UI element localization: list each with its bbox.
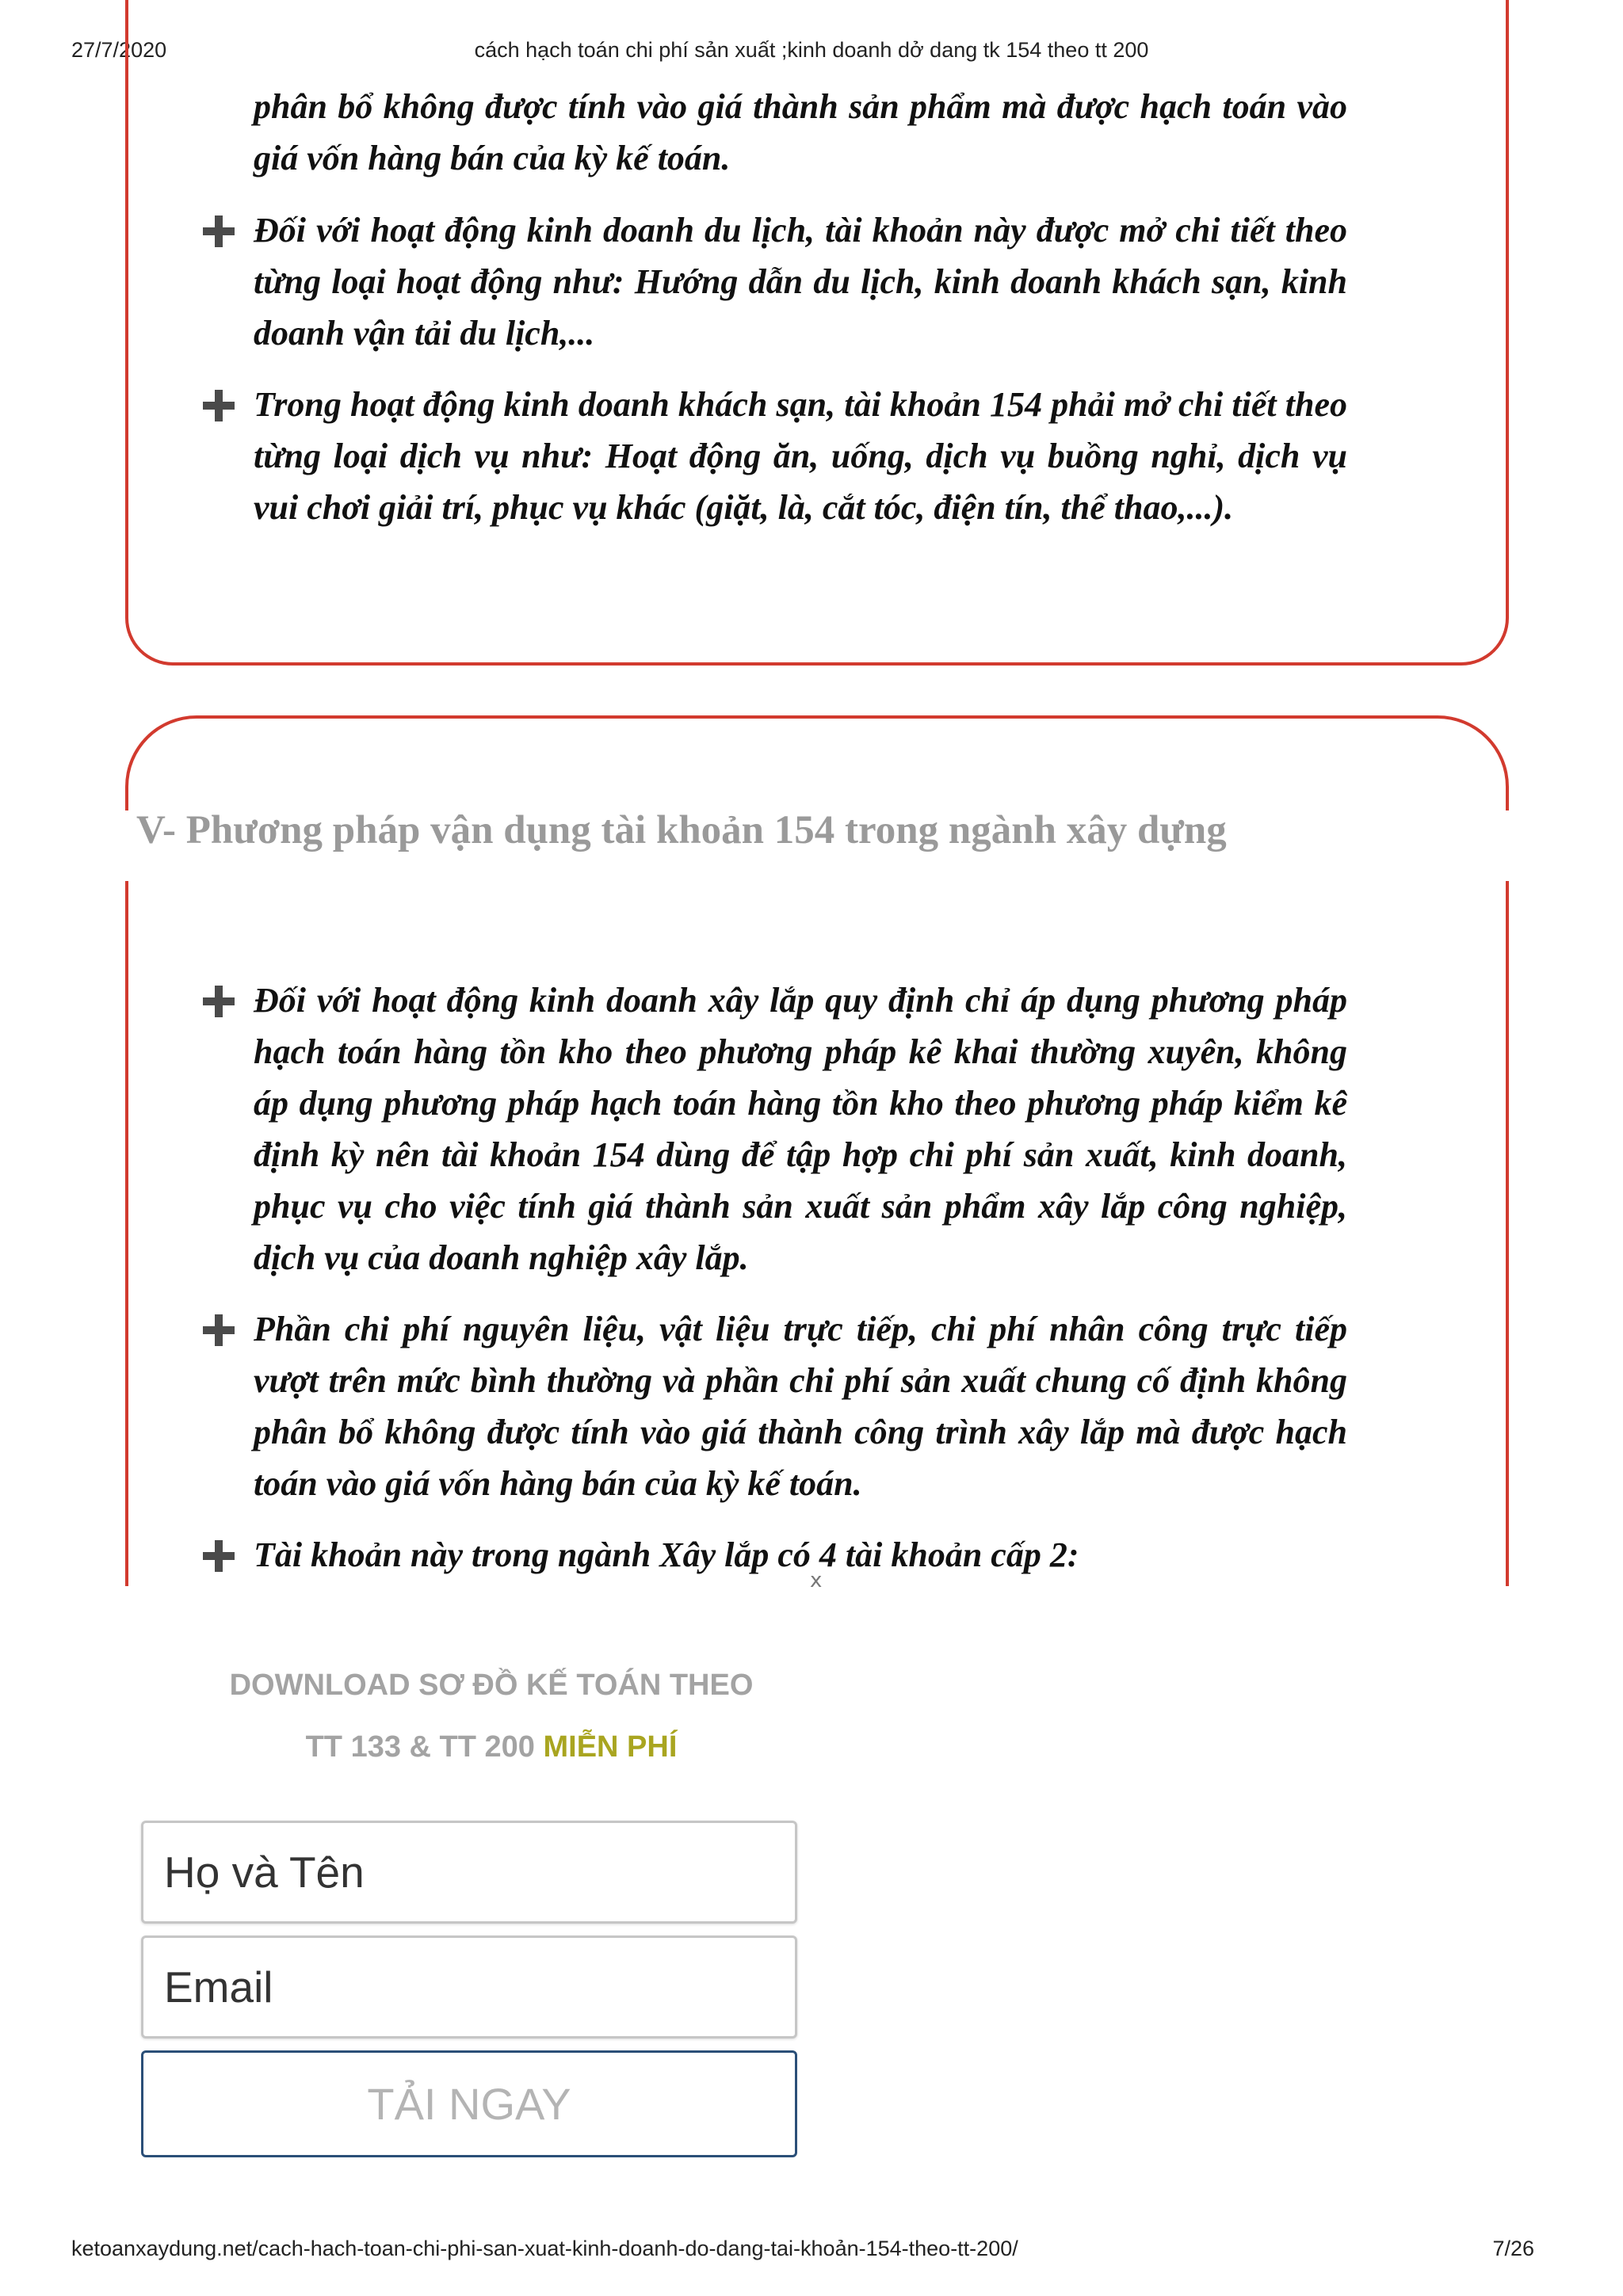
popup-title-line2-text: TT 133 & TT 200 — [305, 1730, 544, 1764]
name-input[interactable] — [141, 1821, 797, 1924]
list-item — [198, 204, 1347, 359]
list-item-text: Trong hoạt động kinh doanh khách sạn, tài khoản 154 phải mở chi tiết theo từng loại dịch vụ như: Hoạt động ăn, uống, dịch vụ buồng nghỉ, dịch vụ vui chơi giải trí, phục vụ khác (giặt, là, cắt tóc, điện tín, thể thao,...). — [254, 385, 1347, 527]
popup-title-line2 — [143, 1716, 840, 1778]
download-now-button[interactable]: TẢI NGAY — [141, 2050, 797, 2157]
plus-icon — [203, 1540, 235, 1572]
plus-icon — [203, 215, 235, 247]
list-item-text: Đối với hoạt động kinh doanh xây lắp quy định chỉ áp dụng phương pháp hạch toán hàng tồn kho theo phương pháp kê khai thường xuyên, không áp dụng phương pháp hạch toán hàng tồn kho theo phương pháp kiểm kê định kỳ nên tài khoản 154 dùng để tập hợp chi phí sản xuất, kinh doanh, phục vụ cho việc tính giá thành sản xuất sản phẩm xây lắp công nghiệp, dịch vụ của doanh nghiệp xây lắp. — [254, 981, 1347, 1277]
page-number: 7/26 — [1492, 2237, 1534, 2260]
free-badge: MIỄN PHÍ — [543, 1730, 678, 1764]
plus-icon — [203, 986, 235, 1017]
plus-icon — [203, 1314, 235, 1346]
email-input[interactable] — [141, 1936, 797, 2039]
list-item-text: Phần chi phí nguyên liệu, vật liệu trực tiếp, chi phí nhân công trực tiếp vượt trên mức bình thường và phần chi phí sản xuất chung cố định không phân bổ không được tính vào giá thành công trình xây lắp mà được hạch toán vào giá vốn hàng bán của kỳ kế toán. — [254, 1310, 1347, 1503]
list-item — [198, 81, 1347, 184]
list-item-text: Tài khoản này trong ngành Xây lắp có 4 tài khoản cấp 2: — [254, 1535, 1079, 1574]
popup-title-line1: DOWNLOAD SƠ ĐỒ KẾ TOÁN THEO — [229, 1669, 754, 1702]
list-item — [198, 1529, 1347, 1581]
list-item — [198, 379, 1347, 533]
close-icon[interactable]: x — [810, 1569, 823, 1592]
list-item — [198, 1303, 1347, 1509]
continuation-text: phân bổ không được tính vào giá thành sản phẩm mà được hạch toán vào giá vốn hàng bán của kỳ kế toán. — [254, 87, 1347, 177]
plus-icon — [203, 390, 235, 421]
print-footer — [71, 2237, 1552, 2268]
list-item-text: Đối với hoạt động kinh doanh du lịch, tài khoản này được mở chi tiết theo từng loại hoạt động như: Hướng dẫn du lịch, kinh doanh khách sạn, kinh doanh vận tải du lịch,... — [254, 211, 1347, 353]
print-url: ketoanxaydung.net/cach-hach-toan-chi-phi-san-xuat-kinh-doanh-do-dang-tai-khoản-154-theo-tt-200/ — [71, 2237, 1018, 2260]
popup-title — [143, 1654, 840, 1778]
print-date: 27/7/2020 — [71, 38, 167, 62]
print-title: cách hạch toán chi phí sản xuất ;kinh doanh dở dang tk 154 theo tt 200 — [474, 38, 1149, 62]
section-heading: V- Phương pháp vận dụng tài khoản 154 trong ngành xây dựng — [136, 808, 1227, 852]
list-item — [198, 974, 1347, 1283]
content-box-2-top — [125, 715, 1509, 810]
